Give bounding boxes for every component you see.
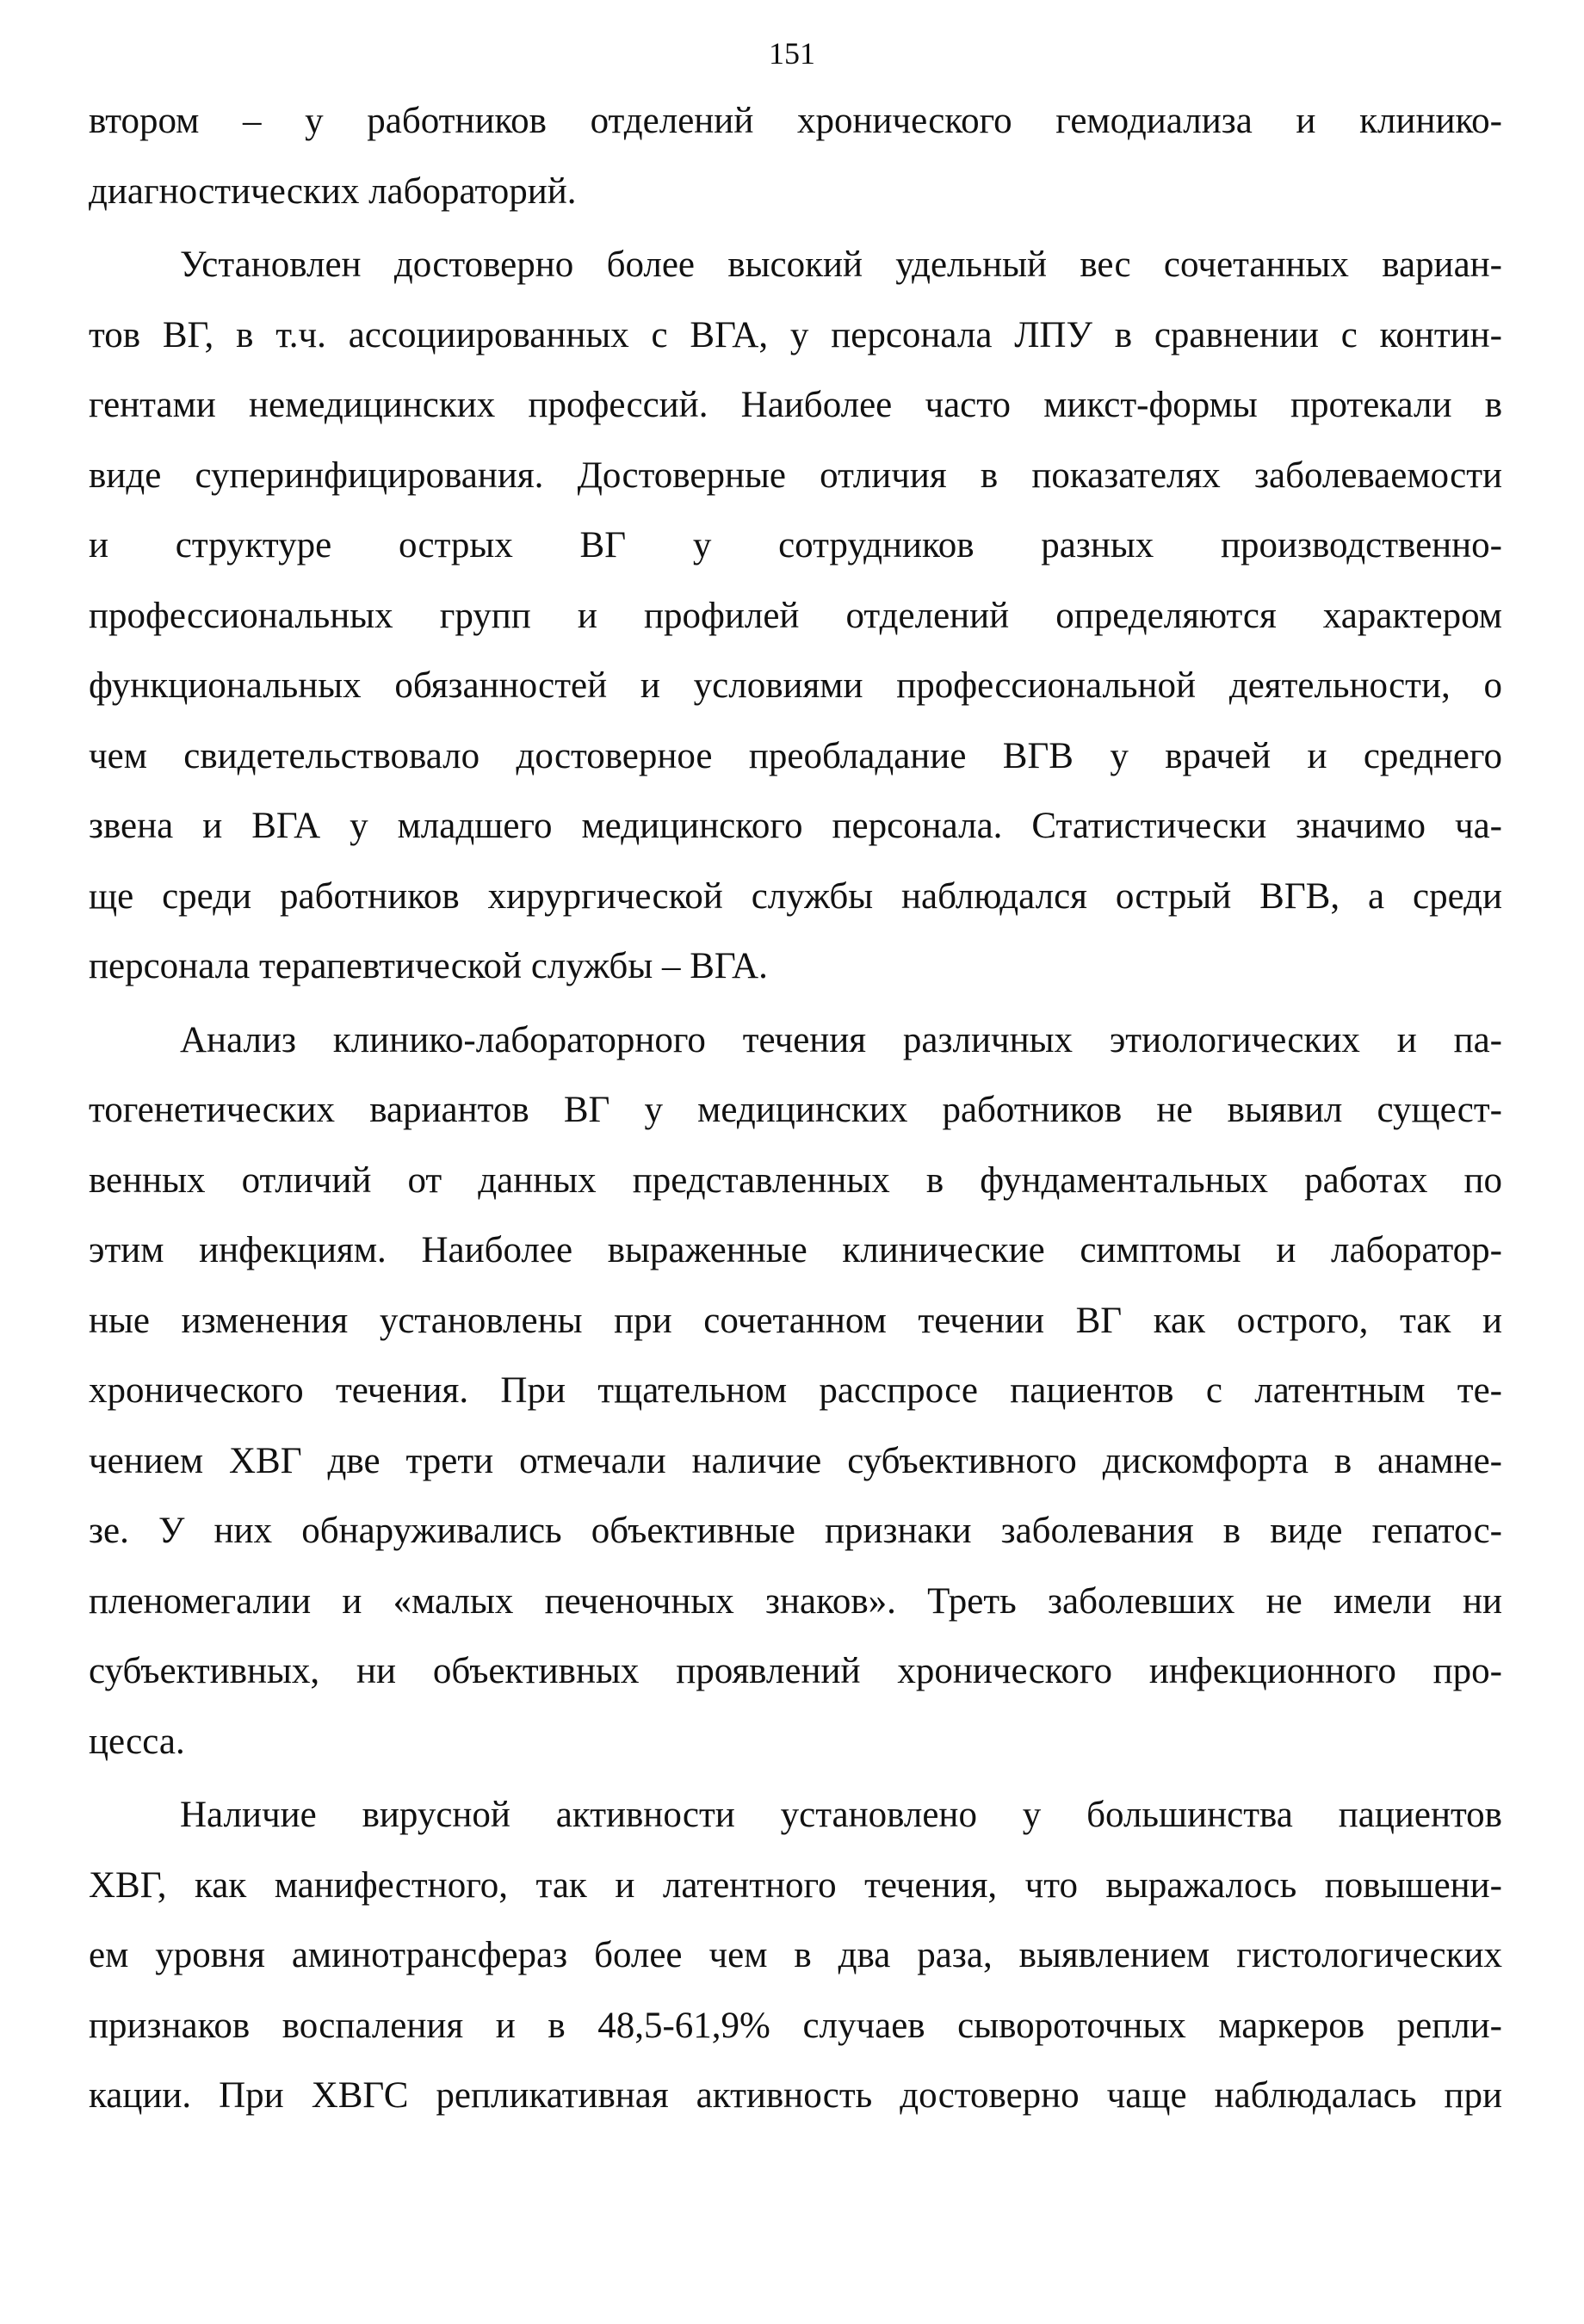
text-line: этим инфекциям. Наиболее выраженные клинические симптомы и лаборатор-: [89, 1230, 1502, 1270]
paragraph: [89, 1780, 1502, 2131]
text-line: тогенетических вариантов ВГ у медицинских работников не выявил сущест-: [89, 1090, 1502, 1130]
text-line: Наличие вирусной активности установлено у большинства пациентов: [180, 1795, 1502, 1835]
paragraph: [89, 86, 1502, 226]
text-line: и структуре острых ВГ у сотрудников разных производственно-: [89, 525, 1502, 566]
text-line: венных отличий от данных представленных в фундаментальных работах по: [89, 1159, 1502, 1201]
text-line: профессиональных групп и профилей отделений определяются характером: [89, 595, 1502, 636]
text-line: гентами немедицинских профессий. Наиболее часто микст-формы протекали в: [89, 385, 1502, 425]
page-number: 151: [769, 36, 815, 71]
text-line: ще среди работников хирургической службы наблюдался острый ВГВ, а среди: [89, 875, 1502, 917]
document-body: [89, 86, 1502, 2131]
text-line: субъективных, ни объективных проявлений хронического инфекционного про-: [89, 1651, 1502, 1691]
text-line: Анализ клинико-лабораторного течения различных этиологических и па-: [180, 1019, 1502, 1060]
text-line: зе. У них обнаруживались объективные признаки заболевания в виде гепатос-: [89, 1511, 1502, 1551]
text-line: диагностических лабораторий.: [89, 170, 577, 212]
text-line: виде суперинфицирования. Достоверные отличия в показателях заболеваемости: [89, 454, 1502, 496]
text-line: ные изменения установлены при сочетанном течении ВГ как острого, так и: [89, 1300, 1502, 1341]
text-line: признаков воспаления и в 48,5-61,9% случаев сывороточных маркеров репли-: [89, 2005, 1502, 2046]
text-line: ХВГ, как манифестного, так и латентного течения, что выражалось повышени-: [89, 1864, 1502, 1906]
text-line: чем свидетельствовало достоверное преобладание ВГВ у врачей и среднего: [89, 735, 1502, 776]
text-line: функциональных обязанностей и условиями профессиональной деятельности, о: [89, 665, 1502, 706]
text-line: Установлен достоверно более высокий удельный вес сочетанных вариан-: [180, 244, 1502, 285]
text-line: пленомегалии и «малых печеночных знаков». Треть заболевших не имели ни: [89, 1580, 1502, 1622]
text-line: цесса.: [89, 1721, 185, 1762]
text-line: кации. При ХВГС репликативная активность достоверно чаще наблюдалась при: [89, 2075, 1502, 2116]
text-line: тов ВГ, в т.ч. ассоциированных с ВГА, у персонала ЛПУ в сравнении с контин-: [89, 314, 1502, 355]
text-line: втором – у работников отделений хронического гемодиализа и клинико-: [89, 101, 1502, 141]
text-line: хронического течения. При тщательном расспросе пациентов с латентным те-: [89, 1370, 1502, 1411]
paragraph: [89, 1005, 1502, 1777]
text-line: ем уровня аминотрансфераз более чем в два раза, выявлением гистологических: [89, 1935, 1502, 1975]
text-line: чением ХВГ две трети отмечали наличие субъективного дискомфорта в анамне-: [89, 1440, 1502, 1481]
paragraph: [89, 230, 1502, 1002]
text-line: персонала терапевтической службы – ВГА.: [89, 946, 768, 986]
text-line: звена и ВГА у младшего медицинского персонала. Статистически значимо ча-: [89, 806, 1502, 846]
